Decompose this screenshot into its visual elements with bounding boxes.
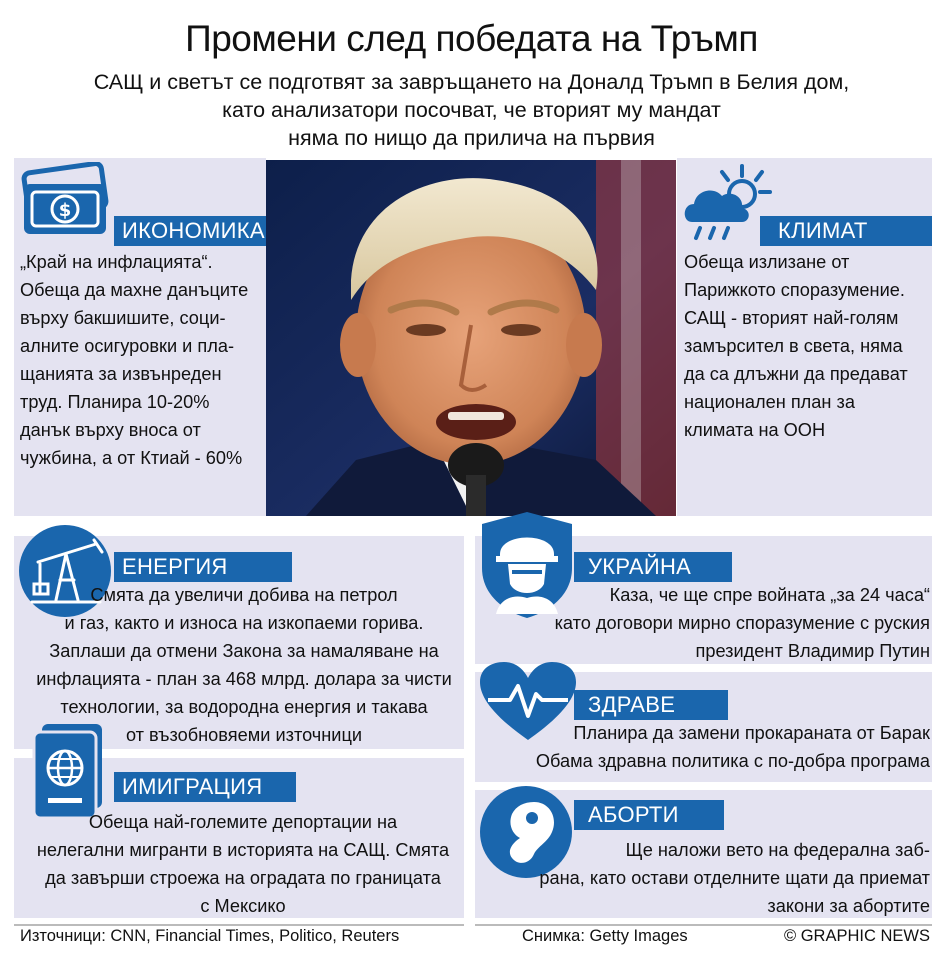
immigration-heading: ИМИГРАЦИЯ [114,772,296,802]
subtitle-line-1: САЩ и светът се подготвят за завръщането на Доналд Тръмп в Белия дом, [93,70,850,94]
money-icon [20,162,112,242]
passport-icon [28,722,108,820]
sources: Източници: CNN, Financial Times, Politico, Reuters [20,927,400,945]
abortion-heading: АБОРТИ [574,800,724,830]
climate-text: Обеща излизане от Парижкото споразумение. САЩ - вторият най-голям замърсител в света, няма да са длъжни да предават национален план за климата на ООН [684,252,908,440]
subtitle-line-2: като анализатори посочват, че вторият му мандат [222,98,721,122]
ukraine-heading: УКРАЙНА [574,552,732,582]
portrait-photo [266,160,676,516]
ukraine-text: Каза, че ще спре войната „за 24 часа“ като договори мирно споразумение с руския президент Владимир Путин [554,585,930,661]
page-title: Промени след победата на Тръмп [185,18,758,59]
economy-text: „Край на инфлацията“. Обеща да махне данъците върху бакшишите, соци- алните осигуровки и пла- щанията за извънреден труд. Планира 10-20% данък върху вноса от чужбина, а от Ктиай - 60% [20,252,249,468]
energy-text: Смята да увеличи добива на петрол и газ, както и износа на изкопаеми горива. Заплаши да отмени Закона за намаляване на инфлацията - план за 468 млрд. долара за чисти технологии, за водородна енергия и такава от възобновяеми източници [36,585,452,745]
photo-credit: Снимка: Getty Images [522,927,688,945]
climate-heading: КЛИМАТ [760,216,932,246]
economy-heading: ИКОНОМИКА [114,216,266,246]
energy-heading: ЕНЕРГИЯ [114,552,292,582]
abortion-text: Ще наложи вето на федерална заб- рана, като остави отделните щати да приемат закони за абортите [539,840,930,916]
subtitle-line-3: няма по нищо да прилича на първия [288,126,655,150]
immigration-text: Обеща най-големите депортации на нелегални мигранти в историята на САЩ. Смята да завърши строежа на оградата по границата с Мексико [36,812,450,916]
health-heading: ЗДРАВЕ [574,690,728,720]
copyright: © GRAPHIC NEWS [783,927,930,945]
health-text: Планира да замени прокараната от Барак Обама здравна политика с по-добра програма [535,723,930,771]
subtitle [0,68,943,152]
svg-text:$: $ [58,200,72,221]
portrait-illustration [266,160,676,516]
